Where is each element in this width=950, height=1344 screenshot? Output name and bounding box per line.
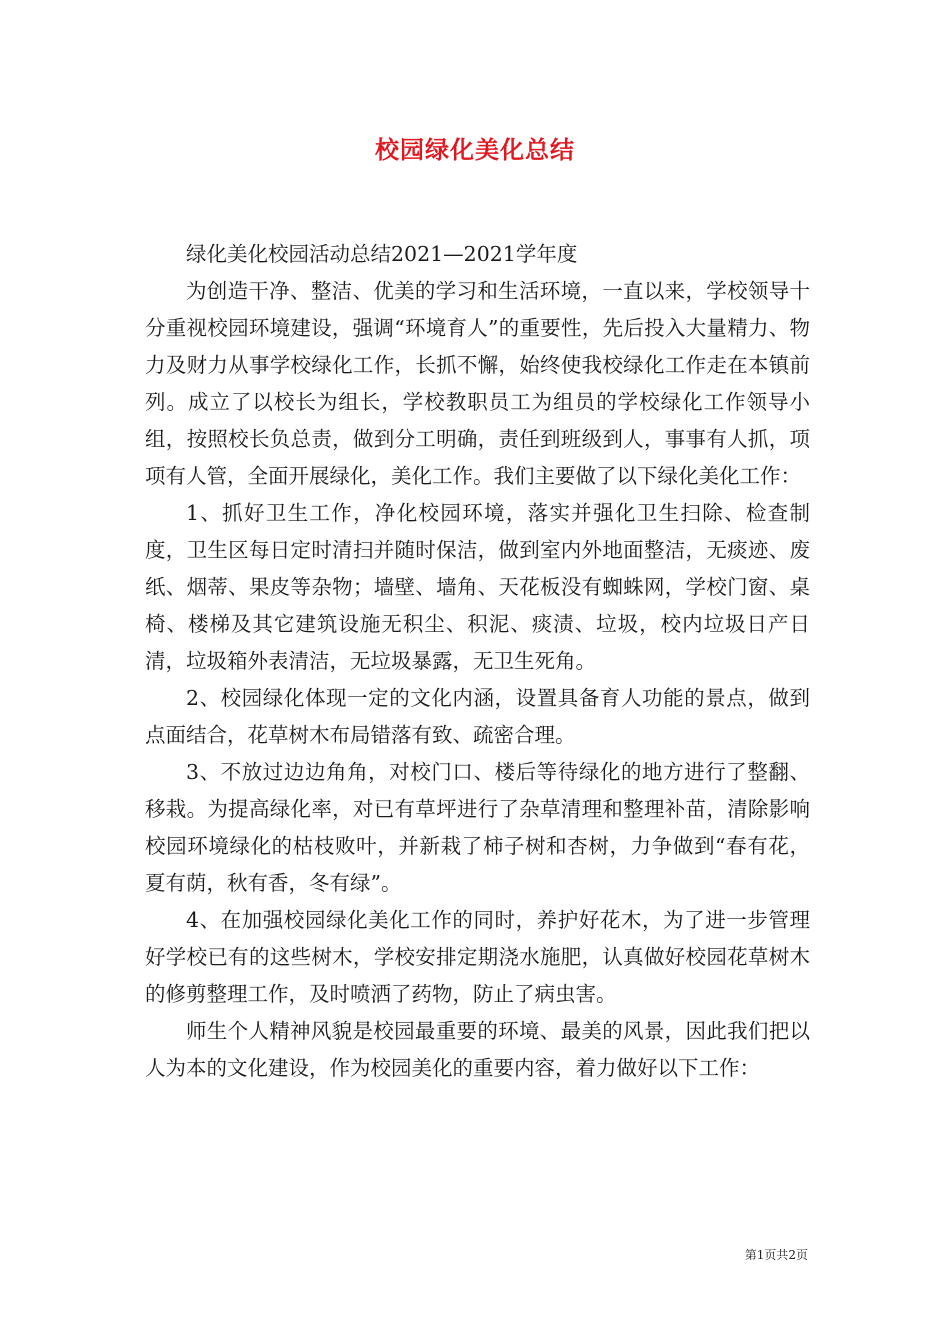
document-title: 校园绿化美化总结	[375, 135, 575, 164]
page-number: 第1页共2页	[744, 1248, 808, 1262]
document-body	[145, 236, 810, 1087]
paragraph-item-4: 4、在加强校园绿化美化工作的同时，养护好花木，为了进一步管理好学校已有的这些树木，学校安排定期浇水施肥，认真做好校园花草树木的修剪整理工作，及时喷洒了药物，防止了病虫害。	[145, 908, 810, 1006]
paragraph-closing: 师生个人精神风貌是校园最重要的环境、最美的风景，因此我们把以人为本的文化建设，作为校园美化的重要内容，着力做好以下工作：	[145, 1019, 810, 1080]
paragraph-intro: 为创造干净、整洁、优美的学习和生活环境，一直以来，学校领导十分重视校园环境建设，强调“环境育人”的重要性，先后投入大量精力、物力及财力从事学校绿化工作，长抓不懈，始终使我校绿化工作走在本镇前列。成立了以校长为组长，学校教职员工为组员的学校绿化工作领导小组，按照校长负总责，做到分工明确，责任到班级到人，事事有人抓，项项有人管，全面开展绿化，美化工作。我们主要做了以下绿化美化工作：	[145, 279, 810, 488]
paragraph-item-2: 2、校园绿化体现一定的文化内涵，设置具备育人功能的景点，做到点面结合，花草树木布局错落有致、疏密合理。	[145, 686, 810, 747]
paragraph-item-3: 3、不放过边边角角，对校门口、楼后等待绿化的地方进行了整翻、移栽。为提高绿化率，对已有草坪进行了杂草清理和整理补苗，清除影响校园环境绿化的枯枝败叶，并新栽了柿子树和杏树，力争做到“春有花，夏有荫，秋有香，冬有绿”。	[145, 760, 810, 895]
paragraph-item-1: 1、抓好卫生工作，净化校园环境，落实并强化卫生扫除、检查制度，卫生区每日定时清扫并随时保洁，做到室内外地面整洁，无痰迹、废纸、烟蒂、果皮等杂物；墙壁、墙角、天花板没有蜘蛛网，学校门窗、桌椅、楼梯及其它建筑设施无积尘、积泥、痰渍、垃圾，校内垃圾日产日清，垃圾箱外表清洁，无垃圾暴露，无卫生死角。	[145, 501, 810, 673]
document-subtitle: 绿化美化校园活动总结2021—2021学年度	[186, 242, 578, 266]
